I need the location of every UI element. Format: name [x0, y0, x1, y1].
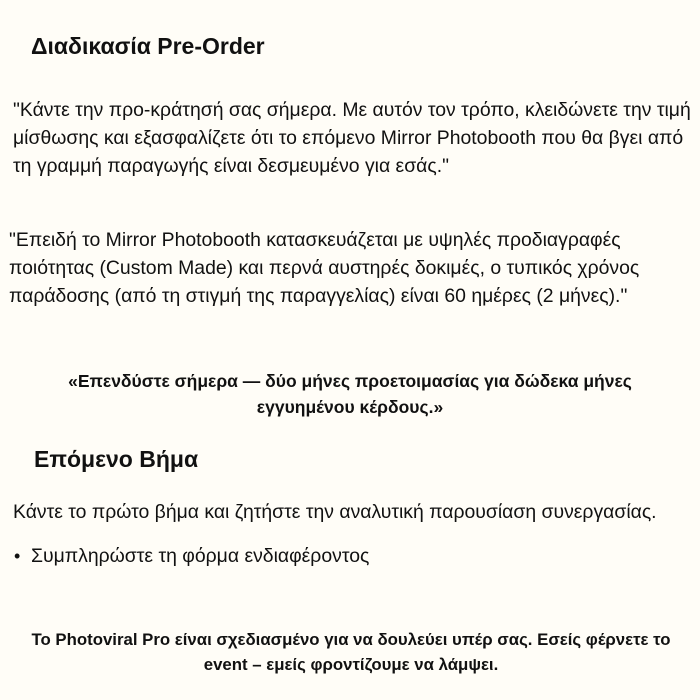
footer-note: Το Photoviral Pro είναι σχεδιασμένο για να δουλεύει υπέρ σας. Εσείς φέρνετε το event – εμείς φροντίζουμε να λάμψει. — [31, 630, 671, 674]
bullet-marker: • — [14, 546, 21, 566]
preorder-paragraph-1: "Κάντε την προ-κράτησή σας σήμερα. Με αυτόν τον τρόπο, κλειδώνετε την τιμή μίσθωσης και εξασφαλίζετε ότι το επόμενο Mirror Photobooth που θα βγει από τη γραμμή παραγωγής είναι δεσμευμένο για εσάς." — [13, 99, 691, 177]
next-step-heading: Επόμενο Βήμα — [34, 446, 199, 472]
next-step-intro: Κάντε το πρώτο βήμα και ζητήστε την αναλυτική παρουσίαση συνεργασίας. — [13, 501, 657, 523]
list-item — [14, 542, 369, 570]
preorder-heading: Διαδικασία Pre-Order — [31, 33, 265, 59]
list-item-text: Συμπληρώστε τη φόρμα ενδιαφέροντος — [31, 545, 370, 567]
preorder-quote: «Επενδύστε σήμερα — δύο μήνες προετοιμασίας για δώδεκα μήνες εγγυημένου κέρδους.» — [68, 371, 632, 417]
preorder-paragraph-2: "Επειδή το Mirror Photobooth κατασκευάζεται με υψηλές προδιαγραφές ποιότητας (Custom Made) και περνά αυστηρές δοκιμές, ο τυπικός χρόνος παράδοσης (από τη στιγμή της παραγγελίας) είναι 60 ημέρες (2 μήνες)." — [9, 229, 640, 307]
